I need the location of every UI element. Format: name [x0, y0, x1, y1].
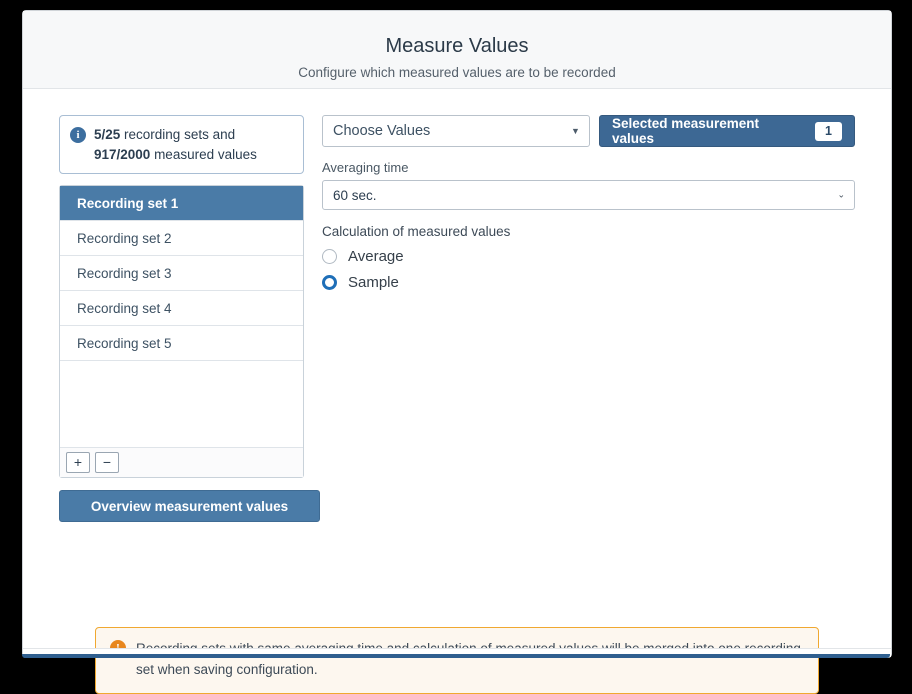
warning-banner	[95, 627, 819, 694]
overview-measurement-values-button[interactable]: Overview measurement values	[59, 490, 320, 522]
left-panel	[59, 115, 304, 522]
recording-info-box	[59, 115, 304, 174]
info-icon: i	[70, 127, 86, 143]
page-body	[23, 89, 891, 677]
selected-measurement-values-label: Selected measurement values	[611, 116, 760, 146]
radio-average[interactable]	[322, 248, 855, 265]
list-item[interactable]: Recording set 1	[60, 186, 303, 221]
page-title: Measure Values	[385, 35, 529, 57]
measured-values-count: 917/2000	[94, 146, 151, 162]
list-item[interactable]: Recording set 3	[60, 256, 303, 291]
status-badge: 1	[815, 122, 842, 141]
selected-measurement-values-button[interactable]	[599, 115, 855, 147]
choose-values-label: Choose Values	[333, 123, 431, 139]
averaging-time-value: 60 sec.	[333, 187, 377, 203]
averaging-time-select[interactable]	[322, 180, 855, 210]
measured-values-count-suffix: measured values	[150, 146, 257, 162]
radio-sample-label: Sample	[348, 274, 399, 291]
calculation-group-label: Calculation of measured values	[322, 224, 511, 239]
choose-values-dropdown[interactable]	[322, 115, 590, 147]
radio-button-selected-icon[interactable]	[322, 275, 337, 290]
warning-text: set when saving configuration.	[136, 661, 318, 677]
measure-values-window	[22, 10, 892, 677]
recording-sets-count-suffix: recording sets and	[120, 127, 236, 142]
page-header	[23, 11, 891, 89]
recording-info-text	[94, 125, 257, 164]
radio-button-icon[interactable]	[322, 249, 337, 264]
list-item[interactable]: Recording set 4	[60, 291, 303, 326]
recording-sets-count: 5/25	[94, 127, 121, 142]
right-panel	[322, 115, 855, 291]
add-recording-set-button[interactable]: +	[66, 452, 90, 473]
list-item[interactable]: Recording set 2	[60, 221, 303, 256]
radio-average-label: Average	[348, 248, 404, 265]
remove-recording-set-button[interactable]: −	[95, 452, 119, 473]
window-accent-bar	[22, 654, 890, 658]
page-subtitle: Configure which measured values are to be recorded	[298, 65, 616, 80]
chevron-down-icon: ▼	[571, 126, 580, 136]
values-toolbar	[322, 115, 855, 147]
list-toolbar	[60, 447, 303, 477]
radio-sample[interactable]	[322, 274, 855, 291]
chevron-down-icon: ⌄	[837, 189, 845, 200]
averaging-time-label: Averaging time	[322, 160, 409, 175]
recording-sets-list[interactable]	[59, 185, 304, 478]
list-item[interactable]: Recording set 5	[60, 326, 303, 361]
